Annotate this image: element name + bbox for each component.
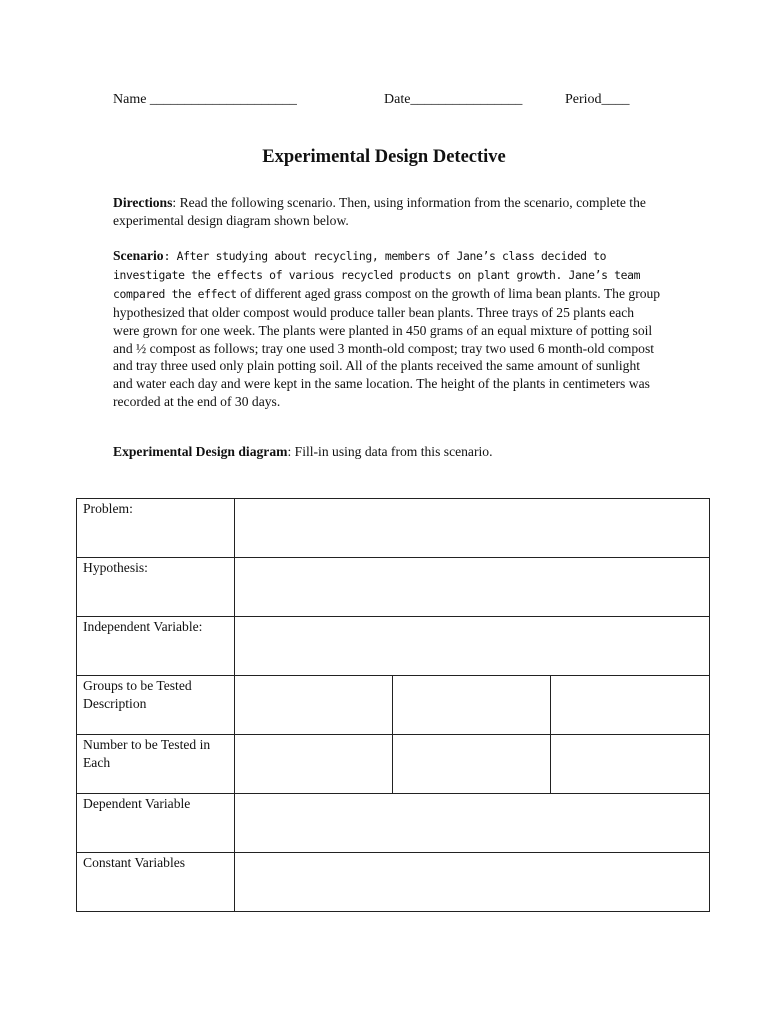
scenario-text: of different aged grass compost on the growth of lima bean plants. The group hypothesized that older compost would produce taller bean plants. Three trays of 25 plants each were grown for one week. The plants were planted in 450 grams of an equal mixture of potting soil and ½ compost as follows; tray one used 3 month-old compost; tray two used 6 month-old compost and tray three used only plain potting soil. All of the plants received the same amount of sunlight and water each day and were kept in the same location. The height of the plants in centimeters was recorded at the end of 30 days.	[113, 285, 661, 410]
directions-text: : Read the following scenario. Then, using information from the scenario, complete the experimental design diagram shown below.	[113, 195, 646, 228]
row-label-independent-variable: Independent Variable:	[77, 617, 235, 676]
directions-label: Directions	[113, 195, 173, 210]
answer-cell-dependent-variable[interactable]	[235, 794, 710, 853]
answer-cell-independent-variable[interactable]	[235, 617, 710, 676]
directions-paragraph	[113, 194, 661, 230]
table-row-problem	[77, 499, 710, 558]
answer-cell-group-2[interactable]	[393, 676, 551, 735]
table-row-constant-variables	[77, 853, 710, 912]
scenario-intro-text: : After studying about recycling, members of Jane’s class decided to investigate the effects of various recycled products on plant growth. Jane’s team compared the effect	[113, 249, 641, 301]
answer-cell-hypothesis[interactable]	[235, 558, 710, 617]
name-field[interactable]: Name _____________________	[113, 92, 297, 107]
answer-cell-group-1[interactable]	[235, 676, 393, 735]
student-info-header	[0, 92, 768, 112]
answer-cell-problem[interactable]	[235, 499, 710, 558]
row-label-dependent-variable: Dependent Variable	[77, 794, 235, 853]
scenario-paragraph	[113, 247, 661, 411]
diagram-instruction-label: Experimental Design diagram	[113, 444, 288, 459]
scenario-label: Scenario	[113, 248, 164, 263]
table-row-hypothesis	[77, 558, 710, 617]
table-row-dependent-variable	[77, 794, 710, 853]
answer-cell-number-3[interactable]	[551, 735, 710, 794]
table-row-number-tested	[77, 735, 710, 794]
answer-cell-constant-variables[interactable]	[235, 853, 710, 912]
answer-cell-number-2[interactable]	[393, 735, 551, 794]
diagram-instruction-text: : Fill-in using data from this scenario.	[287, 444, 493, 459]
date-field[interactable]: Date________________	[384, 92, 523, 107]
row-label-hypothesis: Hypothesis:	[77, 558, 235, 617]
row-label-problem: Problem:	[77, 499, 235, 558]
diagram-instruction	[113, 443, 661, 461]
row-label-groups-tested: Groups to be Tested Description	[77, 676, 235, 735]
page-title: Experimental Design Detective	[262, 147, 506, 167]
period-field[interactable]: Period____	[565, 92, 630, 107]
answer-cell-number-1[interactable]	[235, 735, 393, 794]
answer-cell-group-3[interactable]	[551, 676, 710, 735]
row-label-number-tested: Number to be Tested in Each	[77, 735, 235, 794]
experimental-design-table	[76, 498, 710, 912]
table-row-groups-tested	[77, 676, 710, 735]
table-row-independent-variable	[77, 617, 710, 676]
row-label-constant-variables: Constant Variables	[77, 853, 235, 912]
